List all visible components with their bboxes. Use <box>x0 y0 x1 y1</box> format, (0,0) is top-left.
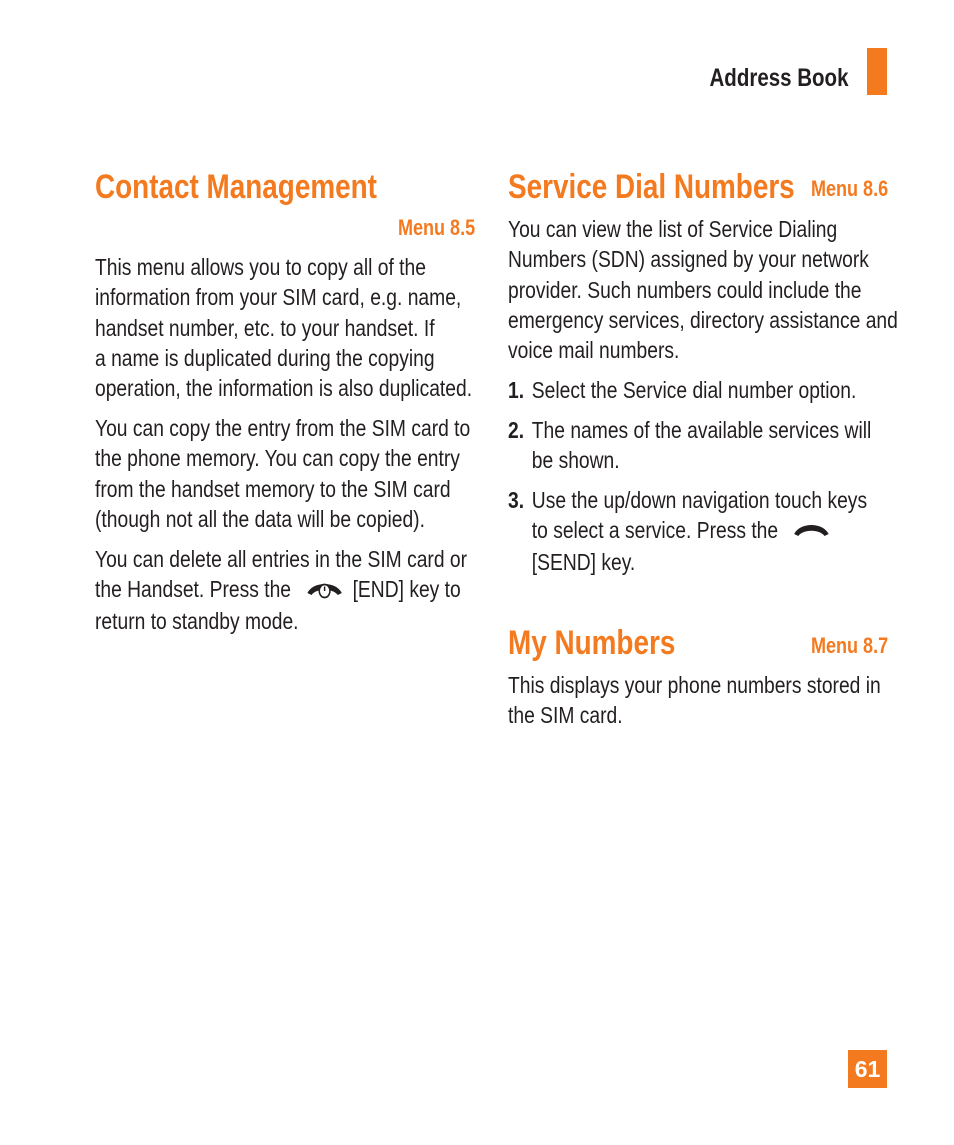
paragraph-line: the SIM card. <box>508 702 623 729</box>
step-1 <box>508 375 856 405</box>
contact-management-menu-tag: Menu 8.5 <box>397 215 475 240</box>
step-line <box>508 515 867 547</box>
my-numbers-menu-tag: Menu 8.7 <box>810 633 888 658</box>
contact-management-paragraph-1 <box>95 252 472 403</box>
page-number: 61 <box>848 1050 887 1088</box>
contact-management-paragraph-3 <box>95 544 467 637</box>
paragraph-line: You can view the list of Service Dialing <box>508 216 838 242</box>
my-numbers-text <box>508 670 881 731</box>
step-number: 2. <box>508 417 525 443</box>
paragraph-line: a name is duplicated during the copying <box>95 344 435 371</box>
paragraph-line: emergency services, directory assistance and <box>508 306 898 333</box>
step-text: [SEND] key. <box>531 549 636 576</box>
paragraph-text: [END] key to <box>352 576 461 603</box>
paragraph-line: voice mail numbers. <box>508 337 680 364</box>
paragraph-text: the Handset. Press the <box>95 576 292 603</box>
step-number: 3. <box>508 487 525 513</box>
section-tab-marker <box>867 48 887 95</box>
paragraph-line: You can copy the entry from the SIM card to <box>95 415 471 441</box>
end-key-icon <box>305 576 344 606</box>
paragraph-line: from the handset memory to the SIM card <box>95 475 451 502</box>
paragraph-line: Numbers (SDN) assigned by your network <box>508 246 869 273</box>
service-dial-title: Service Dial Numbers <box>508 168 795 206</box>
send-key-icon <box>792 517 831 547</box>
paragraph-line: operation, the information is also duplicated. <box>95 375 473 402</box>
section-header: Address Book <box>709 64 848 92</box>
step-number: 1. <box>508 377 525 403</box>
paragraph-line: the phone memory. You can copy the entry <box>95 445 460 472</box>
step-text: to select a service. Press the <box>531 517 779 544</box>
step-2 <box>508 415 871 476</box>
step-text: be shown. <box>531 447 620 474</box>
step-text: Use the up/down navigation touch keys <box>531 487 868 513</box>
step-text: Select the Service dial number option. <box>531 377 857 403</box>
step-text: The names of the available services will <box>531 417 872 443</box>
paragraph-line: return to standby mode. <box>95 608 299 635</box>
step-3 <box>508 485 867 578</box>
paragraph-line: information from your SIM card, e.g. name, <box>95 284 462 311</box>
service-dial-intro <box>508 214 898 365</box>
paragraph-line: You can delete all entries in the SIM card or <box>95 546 468 572</box>
service-dial-menu-tag: Menu 8.6 <box>810 176 888 201</box>
contact-management-paragraph-2 <box>95 413 470 534</box>
paragraph-line: This displays your phone numbers stored in <box>508 672 881 698</box>
my-numbers-title: My Numbers <box>508 624 676 662</box>
paragraph-line: provider. Such numbers could include the <box>508 276 862 303</box>
paragraph-line: This menu allows you to copy all of the <box>95 254 426 280</box>
contact-management-title: Contact Management <box>95 168 377 206</box>
paragraph-line: (though not all the data will be copied). <box>95 505 425 532</box>
paragraph-line: handset number, etc. to your handset. If <box>95 314 435 341</box>
paragraph-line <box>95 574 467 606</box>
